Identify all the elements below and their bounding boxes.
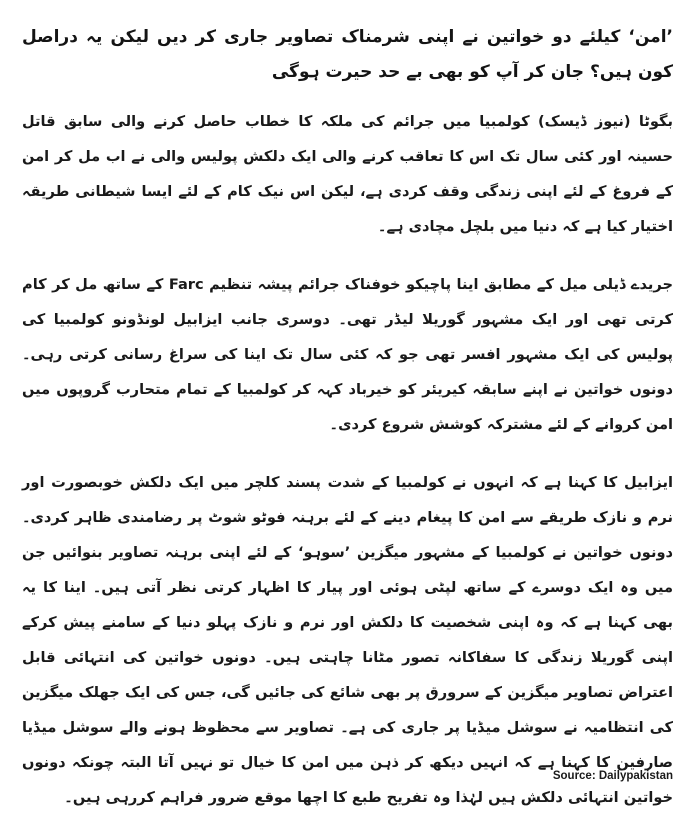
article-paragraph-1: بگوٹا (نیوز ڈیسک) کولمبیا میں جرائم کی ملکہ کا خطاب حاصل کرنے والی سابق قاتل حسینہ اور کئی سال تک اس کا تعاقب کرنے والی ایک دلکش پولیس والی نے اب مل کر امن کے فروغ کے لئے اپنی زندگی وقف کردی ہے، لیکن اس نیک کام کے لئے ایسا شیطانی طریقہ اختیار کیا ہے کہ دنیا میں بلچل مچادی ہے۔ bbox=[22, 113, 673, 235]
source-credit: Source: Dailypakistan bbox=[552, 770, 673, 782]
article-headline: ’امن‘ کیلئے دو خواتین نے اپنی شرمناک تصاویر جاری کر دیں لیکن یہ دراصل کون ہیں؟ جان کر آپ کو بھی بے حد حیرت ہوگی bbox=[22, 27, 673, 82]
article-paragraph-2: جریدے ڈیلی میل کے مطابق اینا پاچیکو خوفناک جرائم پیشہ تنظیم Farc کے ساتھ مل کر کام کرتی تھی اور ایک مشہور گوریلا لیڈر تھی۔ دوسری جانب ایزابیل لونڈونو کولمبیا کی پولیس کی ایک مشہور افسر تھی جو کہ کئی سال تک اینا کی سراغ رسانی کرتی رہی۔ دونوں خواتین نے اپنے سابقہ کیریئر کو خیرباد کہہ کر کولمبیا کے تمام متحارب گروپوں میں امن کروانے کے لئے مشترکہ کوشش شروع کردی۔ bbox=[22, 276, 673, 433]
article-paragraph-3: ایزابیل کا کہنا ہے کہ انہوں نے کولمبیا کے شدت پسند کلچر میں ایک دلکش خوبصورت اور نرم و نازک طریقے سے امن کا پیغام دینے کے لئے برہنہ فوٹو شوٹ پر رضامندی ظاہر کردی۔ دونوں خواتین نے کولمبیا کے مشہور میگزین ’سوہو‘ کے لئے اپنی برہنہ تصاویر بنوائیں جن میں وہ ایک دوسرے کے ساتھ لپٹی ہوئی اور پیار کا اظہار کرتی نظر آتی ہیں۔ اینا کا یہ بھی کہنا ہے کہ وہ اپنی شخصیت کا دلکش اور نرم و نازک پہلو دنیا کے سامنے پیش کرکے اپنی گوریلا زندگی کا سفاکانہ تصور مٹانا چاہتی ہیں۔ دونوں خواتین کی انتہائی قابل اعتراض تصاویر میگزین کے سرورق پر بھی شائع کی جائیں گی، جس کی ایک جھلک میگزین کی انتظامیہ نے سوشل میڈیا پر جاری کی ہے۔ تصاویر سے محظوظ ہونے والے سوشل میڈیا صارفین کا کہنا ہے کہ انہیں دیکھ کر ذہن میں امن کا خیال تو نہیں آتا البتہ چونکہ دونوں خواتین انتہائی دلکش ہیں لہٰذا وہ تفریح طبع کا اچھا موقع ضرور فراہم کررہی ہیں۔ bbox=[22, 474, 673, 806]
